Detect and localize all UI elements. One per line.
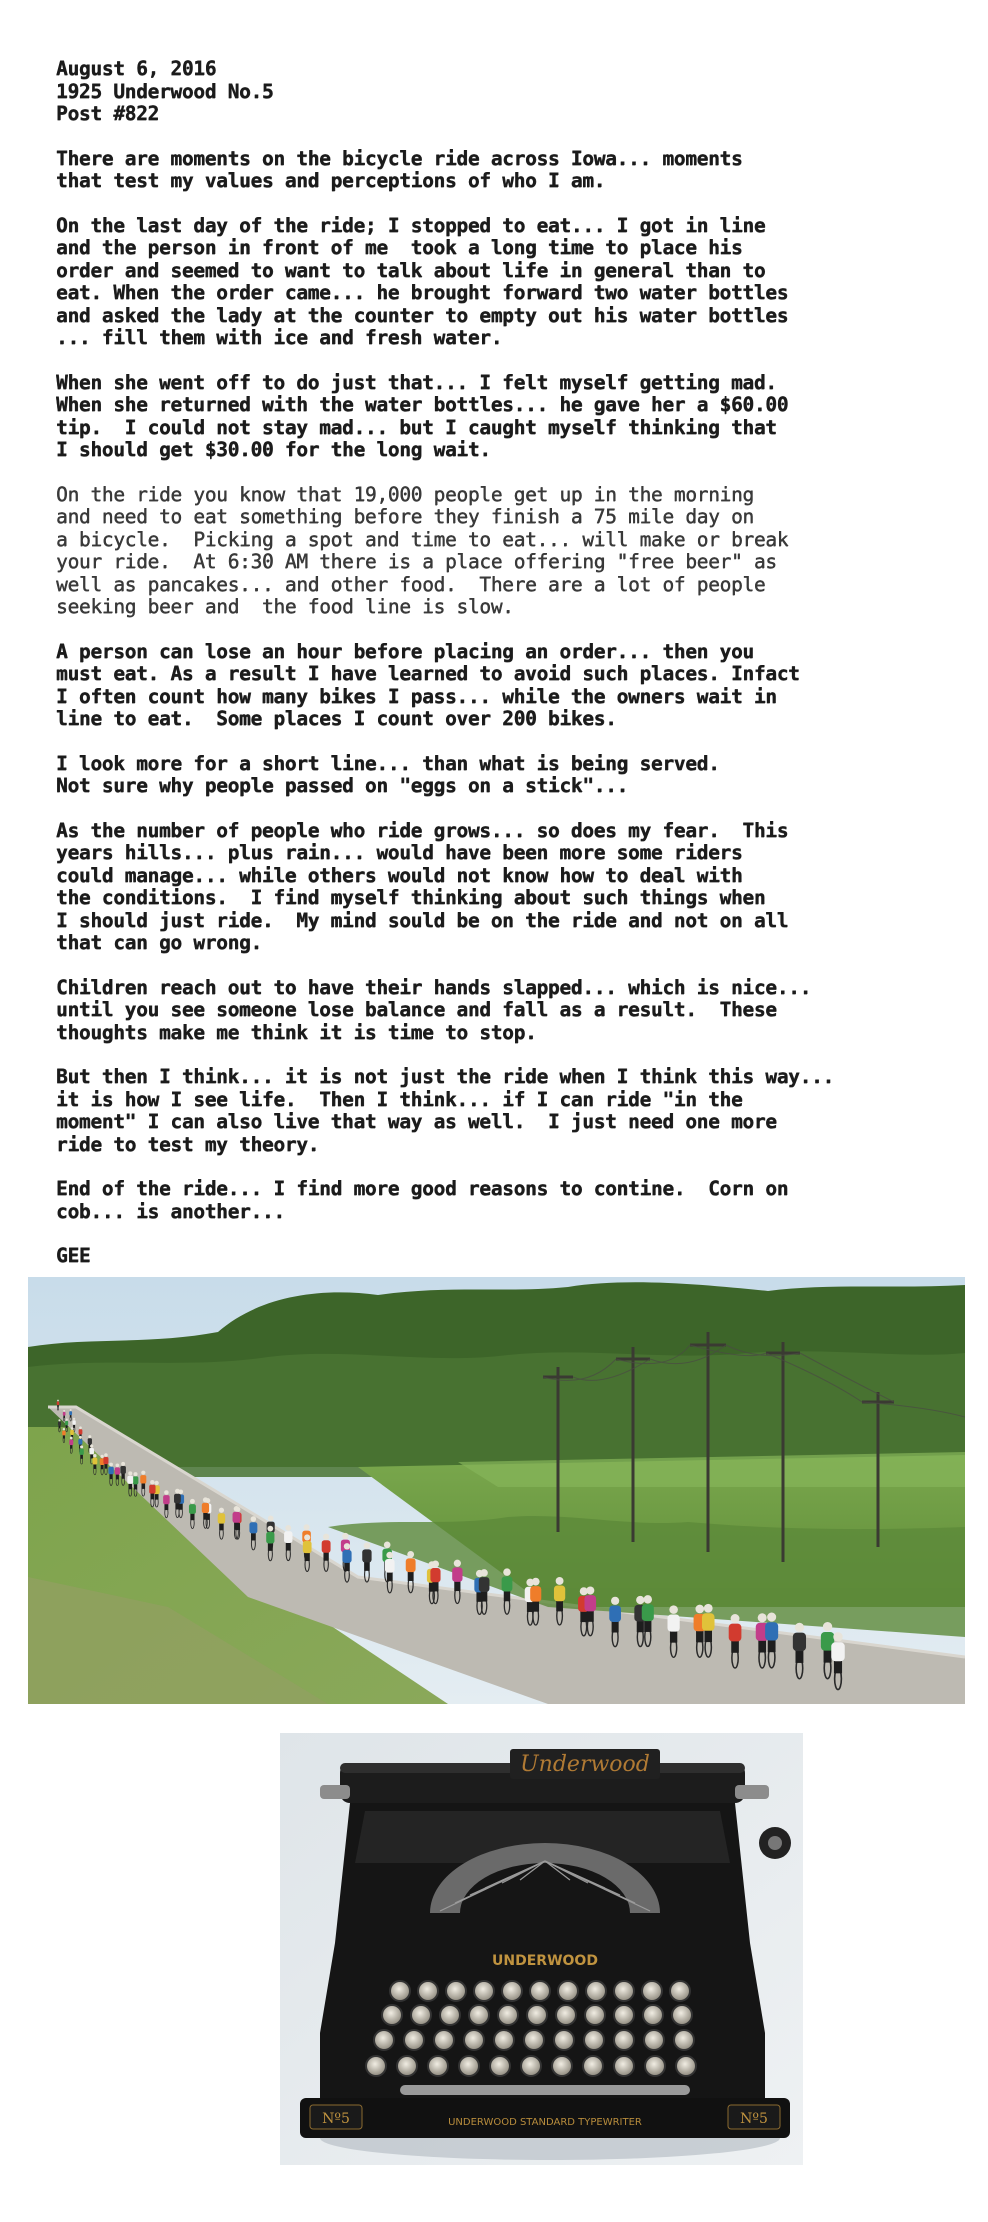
paragraph-line: On the ride you know that 19,000 people get up in the morning (56, 483, 754, 506)
paragraph-line: and asked the lady at the counter to empty out his water bottles (56, 304, 789, 327)
paragraph-line: tip. I could not stay mad... but I caught myself thinking that (56, 416, 777, 439)
paragraph-line: your ride. At 6:30 AM there is a place offering "free beer" as (56, 551, 777, 573)
cyclists-road-photo (28, 1277, 965, 1704)
typed-letter (56, 58, 936, 1268)
typewriter-key (644, 2030, 664, 2050)
typewriter-key (502, 1981, 522, 2001)
paragraph (56, 977, 936, 1045)
typewriter-key (614, 2005, 634, 2025)
typewriter-key (411, 2005, 431, 2025)
paragraph-line: ... fill them with ice and fresh water. (56, 327, 503, 349)
typewriter-key (474, 1981, 494, 2001)
paragraph (56, 372, 936, 462)
base-label: UNDERWOOD STANDARD TYPEWRITER (448, 2117, 642, 2128)
model-badge-left: Nº5 (322, 2111, 350, 2127)
paragraph-line: thoughts make me think it is time to stop. (56, 1021, 537, 1044)
paragraph-line: eat. When the order came... he brought forward two water bottles (56, 282, 789, 304)
cyclists-road-illustration (28, 1277, 965, 1704)
typewriter-key (366, 2056, 386, 2076)
typewriter-key (552, 2056, 572, 2076)
paragraph (56, 148, 936, 193)
paragraph-line: I often count how many bikes I pass... while the owners wait in (56, 685, 777, 708)
paragraph-line: seeking beer and the food line is slow. (56, 596, 514, 618)
paragraph-line: I should get $30.00 for the long wait. (56, 439, 491, 461)
paragraph-line: Not sure why people passed on "eggs on a stick"... (56, 775, 629, 797)
typewriter-key (469, 2005, 489, 2025)
paragraph (56, 820, 936, 955)
paragraph-line: I should just ride. My mind sould be on the ride and not on all (56, 909, 789, 932)
typewriter-key (418, 1981, 438, 2001)
typewriter-key (674, 2030, 694, 2050)
paragraph (56, 1066, 936, 1156)
letter-date: August 6, 2016 (56, 58, 217, 80)
typewriter-key (583, 2056, 603, 2076)
typewriter-key (643, 2005, 663, 2025)
letter-header (56, 58, 936, 126)
typewriter-key (585, 2005, 605, 2025)
typewriter-key (584, 2030, 604, 2050)
letter-body (56, 148, 936, 1224)
typewriter-key (676, 2056, 696, 2076)
paragraph-line: A person can lose an hour before placing an order... then you (56, 640, 754, 663)
paragraph-line: line to eat. Some places I count over 200 bikes. (56, 708, 617, 730)
paragraph-line: the conditions. I find myself thinking about such things when (56, 887, 766, 909)
paragraph-line: cob... is another... (56, 1200, 285, 1223)
typewriter-key (642, 1981, 662, 2001)
brand-top-label: Underwood (520, 1752, 650, 1777)
paragraph-line: I look more for a short line... than what is being served. (56, 752, 720, 775)
paragraph-line: it is how I see life. Then I think... if I can ride "in the (56, 1088, 743, 1111)
typewriter-key (672, 2005, 692, 2025)
paragraph-line: When she returned with the water bottles... he gave her a $60.00 (56, 394, 789, 416)
typewriter-key (374, 2030, 394, 2050)
typewriter-key (494, 2030, 514, 2050)
typewriter-key (397, 2056, 417, 2076)
typewriter-model: 1925 Underwood No.5 (56, 80, 274, 103)
typewriter-key (670, 1981, 690, 2001)
paragraph (56, 215, 936, 350)
typewriter-key (614, 2056, 634, 2076)
paragraph-line: and need to eat something before they finish a 75 mile day on (56, 506, 754, 528)
paragraph-line: well as pancakes... and other food. There are a lot of people (56, 573, 766, 596)
paragraph-line: On the last day of the ride; I stopped to eat... I got in line (56, 214, 766, 237)
paragraph-line: a bicycle. Picking a spot and time to eat... will make or break (56, 528, 789, 551)
typewriter-key (614, 2030, 634, 2050)
typewriter-key (390, 1981, 410, 2001)
typewriter-key (521, 2056, 541, 2076)
typewriter-key (554, 2030, 574, 2050)
paragraph-line: When she went off to do just that... I felt myself getting mad. (56, 371, 777, 394)
typewriter-key (527, 2005, 547, 2025)
paragraph (56, 641, 936, 731)
post-number: Post #822 (56, 103, 159, 125)
typewriter-key (558, 1981, 578, 2001)
typewriter-key (459, 2056, 479, 2076)
typewriter-key (614, 1981, 634, 2001)
brand-front-label: UNDERWOOD (492, 1953, 598, 1969)
typewriter-key (464, 2030, 484, 2050)
paragraph-line: that test my values and perceptions of who I am. (56, 170, 606, 192)
typewriter-key (490, 2056, 510, 2076)
paragraph (56, 1178, 936, 1223)
model-badge-right: Nº5 (740, 2111, 768, 2127)
paragraph-line: ride to test my theory. (56, 1133, 320, 1156)
paragraph-line: must eat. As a result I have learned to avoid such places. Infact (56, 663, 800, 685)
typewriter-photo (280, 1733, 803, 2165)
paragraph-line: As the number of people who ride grows... so does my fear. This (56, 819, 789, 842)
typewriter-key (440, 2005, 460, 2025)
typewriter-key (434, 2030, 454, 2050)
typewriter-key (498, 2005, 518, 2025)
paragraph-line: Children reach out to have their hands slapped... which is nice... (56, 976, 812, 999)
paragraph (56, 484, 936, 619)
paragraph-line: that can go wrong. (56, 932, 262, 954)
paragraph (56, 753, 936, 798)
signature: GEE (56, 1245, 91, 1267)
typewriter-key (586, 1981, 606, 2001)
typewriter-key (530, 1981, 550, 2001)
typewriter-key (524, 2030, 544, 2050)
paragraph-line: years hills... plus rain... would have been more some riders (56, 842, 743, 864)
paragraph-line: moment" I can also live that way as well. I just need one more (56, 1111, 777, 1133)
paragraph-line: End of the ride... I find more good reasons to contine. Corn on (56, 1178, 789, 1200)
paragraph-line: until you see someone lose balance and fall as a result. These (56, 999, 777, 1021)
paragraph-line: There are moments on the bicycle ride across Iowa... moments (56, 147, 743, 170)
paragraph-line: order and seemed to want to talk about life in general than to (56, 259, 766, 282)
typewriter-illustration (280, 1733, 803, 2165)
typewriter-key (556, 2005, 576, 2025)
paragraph-line: and the person in front of me took a long time to place his (56, 237, 743, 259)
typewriter-key (382, 2005, 402, 2025)
typewriter-key (446, 1981, 466, 2001)
paragraph-line: could manage... while others would not know how to deal with (56, 864, 743, 887)
typewriter-key (404, 2030, 424, 2050)
typewriter-key (428, 2056, 448, 2076)
paragraph-line: But then I think... it is not just the ride when I think this way... (56, 1066, 834, 1088)
typewriter-key (645, 2056, 665, 2076)
